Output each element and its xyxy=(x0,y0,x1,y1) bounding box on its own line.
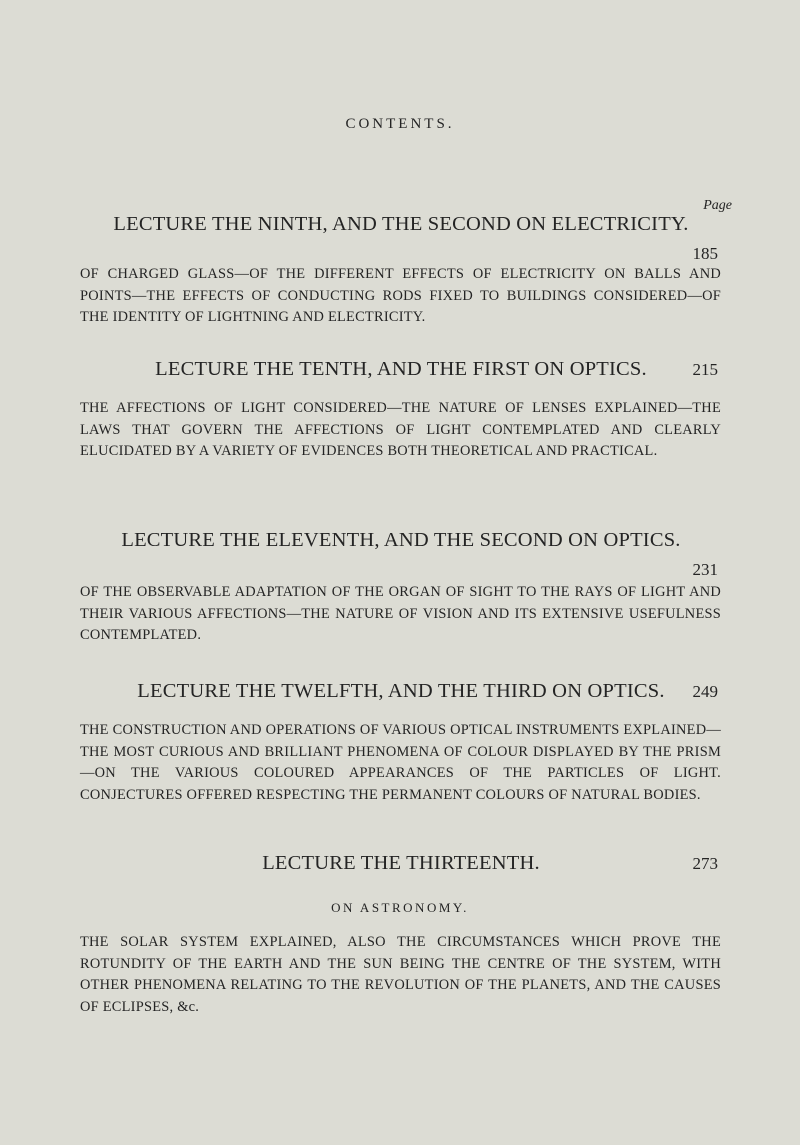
lecture-11-title: LECTURE THE ELEVENTH, AND THE SECOND ON OPTICS. xyxy=(121,529,681,551)
lecture-11-page: 231 xyxy=(692,560,718,579)
lecture-10-page: 215 xyxy=(692,360,718,379)
page-column-label: Page xyxy=(703,198,732,213)
lecture-12-summary xyxy=(80,720,721,806)
lecture-13-title: LECTURE THE THIRTEENTH. xyxy=(262,852,540,874)
lecture-12-summary-text: THE CONSTRUCTION AND OPERATIONS OF VARIOUS OPTICAL INSTRUMENTS EXPLAINED—THE MOST CURIOUS AND BRILLIANT PHENOMENA OF COLOUR DISPLAYED BY THE PRISM—ON THE VARIOUS COLOURED APPEARANCES OF THE PARTICLES OF LIGHT. CONJECTURES OFFERED RESPECTING THE PERMANENT COLOURS OF NATURAL BODIES. xyxy=(80,722,721,803)
lecture-12-title: LECTURE THE TWELFTH, AND THE THIRD ON OPTICS. xyxy=(137,680,665,702)
running-head: CONTENTS. xyxy=(345,116,455,132)
lecture-13-page: 273 xyxy=(692,854,718,873)
lecture-12-page: 249 xyxy=(692,682,718,701)
lecture-13-summary xyxy=(80,932,721,1018)
lecture-13-summary-text: THE SOLAR SYSTEM EXPLAINED, ALSO THE CIRCUMSTANCES WHICH PROVE THE ROTUNDITY OF THE EARTH AND THE SUN BEING THE CENTRE OF THE SYSTEM, WITH OTHER PHENOMENA RELATING TO THE REVOLUTION OF THE PLANETS, AND THE CAUSES OF ECLIPSES, &c. xyxy=(80,934,721,1015)
lecture-11-summary xyxy=(80,582,721,647)
lecture-9-summary xyxy=(80,264,721,329)
lecture-10-summary xyxy=(80,398,721,463)
lecture-11-summary-text: OF THE OBSERVABLE ADAPTATION OF THE ORGAN OF SIGHT TO THE RAYS OF LIGHT AND THEIR VARIOUS AFFECTIONS—THE NATURE OF VISION AND ITS EXTENSIVE USEFULNESS CONTEMPLATED. xyxy=(80,584,721,643)
lecture-9-page: 185 xyxy=(692,244,718,263)
lecture-10-summary-text: THE AFFECTIONS OF LIGHT CONSIDERED—THE NATURE OF LENSES EXPLAINED—THE LAWS THAT GOVERN THE AFFECTIONS OF LIGHT CONTEMPLATED AND CLEARLY ELUCIDATED BY A VARIETY OF EVIDENCES BOTH THEORETICAL AND PRACTICAL. xyxy=(80,400,721,459)
lecture-9-title: LECTURE THE NINTH, AND THE SECOND ON ELECTRICITY. xyxy=(113,213,689,235)
lecture-9-summary-text: OF CHARGED GLASS—OF THE DIFFERENT EFFECTS OF ELECTRICITY ON BALLS AND POINTS—THE EFFECTS OF CONDUCTING RODS FIXED TO BUILDINGS CONSIDERED—OF THE IDENTITY OF LIGHTNING AND ELECTRICITY. xyxy=(80,266,721,325)
lecture-10-title: LECTURE THE TENTH, AND THE FIRST ON OPTICS. xyxy=(155,358,647,380)
lecture-13-subtitle: ON ASTRONOMY. xyxy=(331,900,469,915)
